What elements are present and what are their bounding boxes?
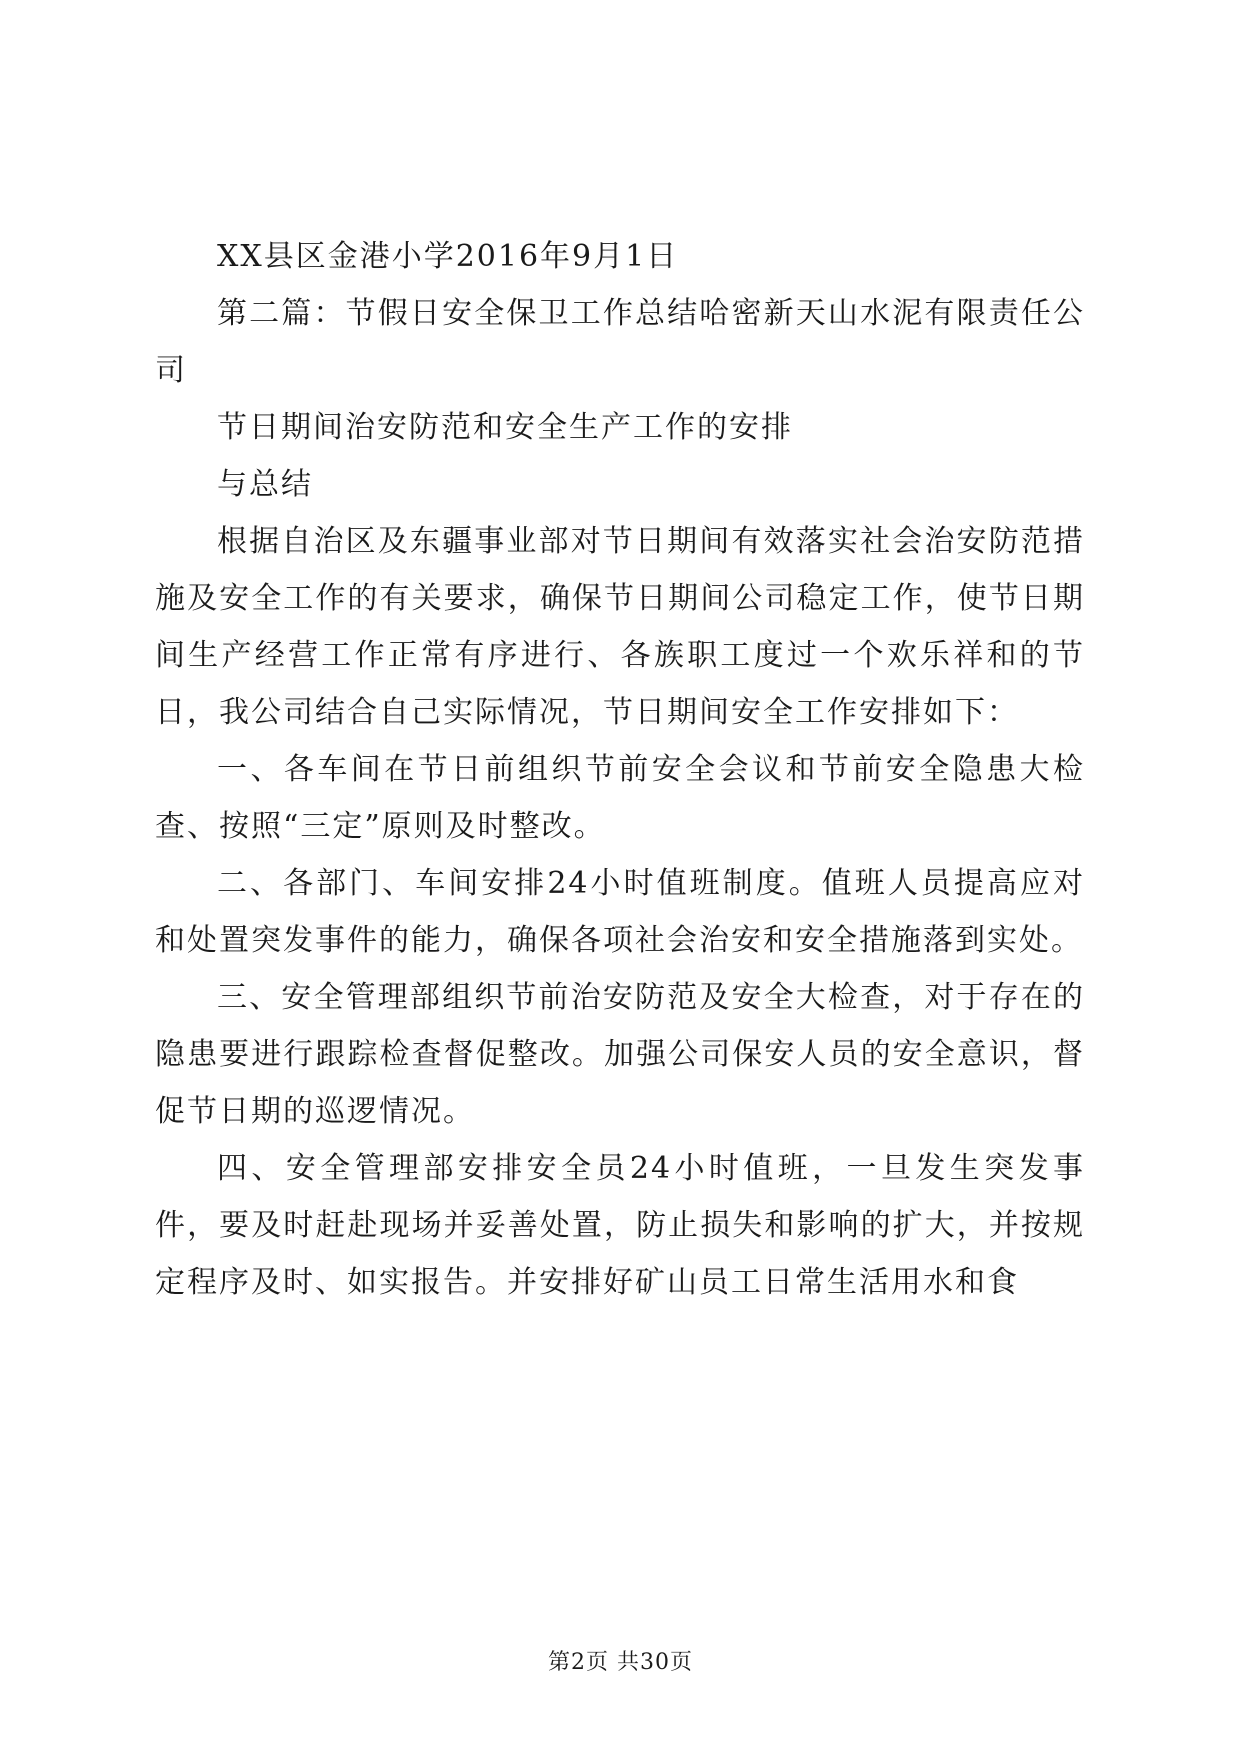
item-two-paragraph: 二、各部门、车间安排24小时值班制度。值班人员提高应对和处置突发事件的能力，确保各项社会治安和安全措施落到实处。 bbox=[155, 866, 1085, 958]
item-four-paragraph: 四、安全管理部安排安全员24小时值班，一旦发生突发事件，要及时赶赴现场并妥善处置，防止损失和影响的扩大，并按规定程序及时、如实报告。并安排好矿山员工日常生活用水和食 bbox=[155, 1151, 1085, 1300]
subtitle-line-2: 与总结 bbox=[217, 467, 313, 502]
page-number-footer: 第2页 共30页 bbox=[548, 1650, 693, 1675]
subtitle-line-1: 节日期间治安防范和安全生产工作的安排 bbox=[217, 410, 793, 445]
document-body bbox=[155, 228, 1085, 1311]
section-heading: 第二篇：节假日安全保卫工作总结哈密新天山水泥有限责任公司 bbox=[155, 296, 1085, 388]
item-three-paragraph: 三、安全管理部组织节前治安防范及安全大检查，对于存在的隐患要进行跟踪检查督促整改。加强公司保安人员的安全意识，督促节日期的巡逻情况。 bbox=[155, 980, 1085, 1129]
date-line: XX县区金港小学2016年9月1日 bbox=[217, 239, 679, 274]
item-one-paragraph: 一、各车间在节日前组织节前安全会议和节前安全隐患大检查、按照“三定”原则及时整改。 bbox=[155, 752, 1085, 844]
intro-paragraph: 根据自治区及东疆事业部对节日期间有效落实社会治安防范措施及安全工作的有关要求，确保节日期间公司稳定工作，使节日期间生产经营工作正常有序进行、各族职工度过一个欢乐祥和的节日，我公司结合自己实际情况，节日期间安全工作安排如下： bbox=[155, 524, 1085, 730]
